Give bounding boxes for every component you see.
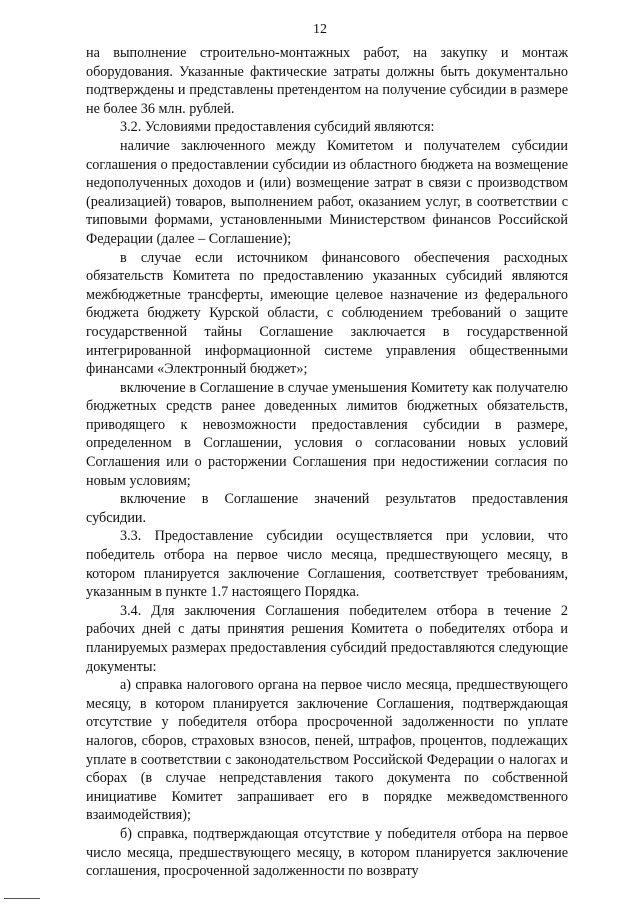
scan-edge-mark [4,898,40,899]
paragraph-continuation: на выполнение строительно-монтажных работ, на закупку и монтаж оборудования. Указанные фактические затраты должны быть документально подтверждены и представлены претендентом на получение субсидии в размере не более 36 млн. рублей. [86,45,568,117]
page-number: 12 [313,22,327,37]
paragraph-federal-transfers: в случае если источником финансового обеспечения расходных обязательств Комитета по предоставлению указанных субсидий являются межбюджетные трансферты, имеющие целевое назначение из федерального бюджета бюджету Курской области, с соблюдением требований о защите государственной тайны Соглашение заключается в государственной интегрированной информационной системе управления общественными финансами «Электронный бюджет»; [86,249,568,378]
document-body [86,44,568,881]
paragraph-agreement-condition: наличие заключенного между Комитетом и получателем субсидии соглашения о предоставлении субсидии из областного бюджета на возмещение недополученных доходов и (или) возмещение затрат в связи с производством (реализацией) товаров, выполнением работ, оказанием услуг, в соответствии с типовыми формами, установленными Министерством финансов Российской Федерации (далее – Соглашение); [86,137,568,247]
paragraph-3-2-heading: 3.2. Условиями предоставления субсидий являются: [120,119,435,136]
paragraph-results-values: включение в Соглашение значений результатов предоставления субсидии. [86,491,568,526]
paragraph-3-4: 3.4. Для заключения Соглашения победителем отбора в течение 2 рабочих дней с даты принятия решения Комитета о победителях отбора и планируемых размерах предоставления субсидий предоставляются следующие документы: [86,602,568,675]
paragraph-item-a: а) справка налогового органа на первое число месяца, предшествующего месяцу, в котором планируется заключение Соглашения, подтверждающая отсутствие у победителя отбора просроченной задолженности по уплате налогов, сборов, страховых взносов, пеней, штрафов, процентов, подлежащих уплате в соответствии с законодательством Российской Федерации о налогах и сборах (в случае непредставления такого документа по собственной инициативе Комитет запрашивает его в порядке межведомственного взаимодействия); [86,677,568,824]
paragraph-3-3: 3.3. Предоставление субсидии осуществляется при условии, что победитель отбора на первое число месяца, предшествующего месяцу, в котором планируется заключение Соглашения, соответствует требованиям, указанным в пункте 1.7 настоящего Порядка. [86,528,568,601]
paragraph-limits-reduction: включение в Соглашение в случае уменьшения Комитету как получателю бюджетных средств ранее доведенных лимитов бюджетных обязательств, приводящего к невозможности предоставления субсидии в размере, определенном в Соглашении, условия о согласовании новых условий Соглашения или о расторжении Соглашения при недостижении согласия по новым условиям; [86,379,568,489]
paragraph-item-b: б) справка, подтверждающая отсутствие у победителя отбора на первое число месяца, предшествующего месяцу, в котором планируется заключение соглашения, просроченной задолженности по возврату [86,825,568,880]
